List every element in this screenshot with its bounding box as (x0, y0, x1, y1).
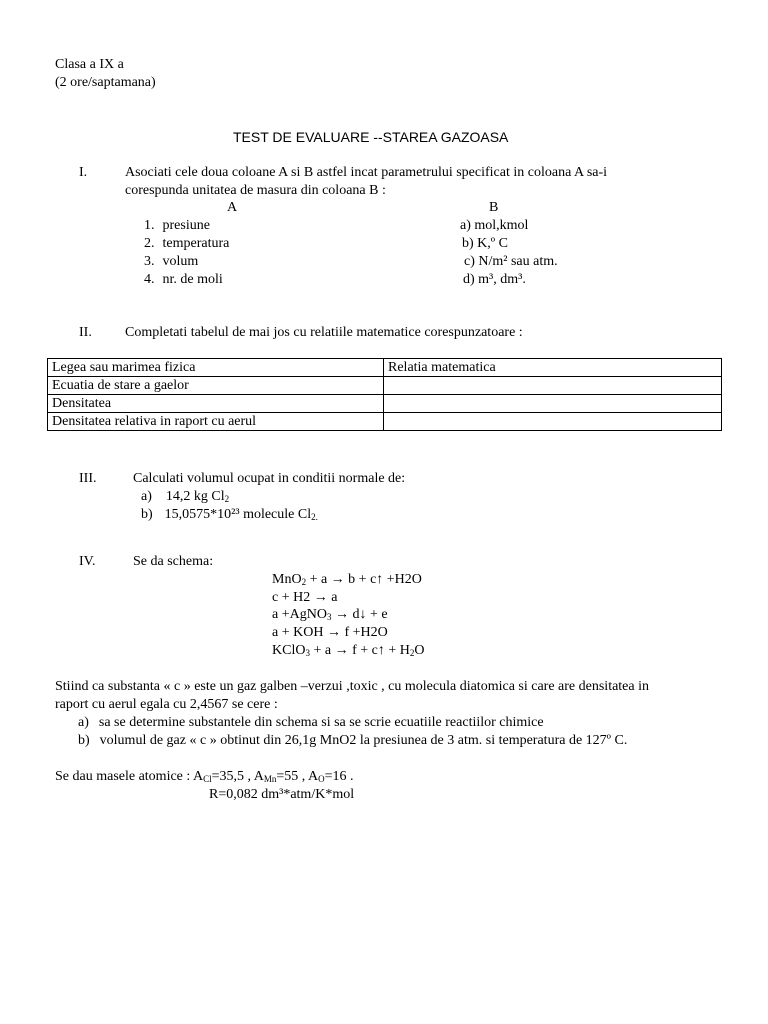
section-4-numeral: IV. (79, 554, 96, 569)
section-3-item-a: a) 14,2 kg $Cl_2$ (141, 489, 230, 504)
statement-line-1: Stiind ca substanta « c » este un gaz galben –verzui ,toxic , cu molecula diatomica si care are densitatea in (55, 679, 650, 694)
reaction-3: a +AgNO$_3$ → d↓ + e (272, 607, 388, 622)
section-1-numeral: I. (79, 165, 88, 180)
reaction-1: MnO$_2$ + a → b + c↑ +H2O (272, 572, 422, 587)
table-cell (384, 395, 722, 413)
section-1-instruction-line1: Asociati cele doua coloane A si B astfel incat parametrului specificat in coloana A sa-i (125, 165, 608, 180)
table-cell: Densitatea relativa in raport cu aerul (48, 413, 384, 431)
section-3-numeral: III. (79, 471, 97, 486)
section-2-numeral: II. (79, 325, 92, 340)
section-2-instruction: Completati tabelul de mai jos cu relatiile matematice corespunzatoare : (125, 325, 523, 340)
column-a-header: A (227, 200, 238, 215)
table-cell (384, 413, 722, 431)
table-cell: Ecuatia de stare a gaelor (48, 377, 384, 395)
table-cell: Densitatea (48, 395, 384, 413)
table-header-cell: Legea sau marimea fizica (48, 359, 384, 377)
section-3-instruction: Calculati volumul ocupat in conditii normale de: (133, 471, 406, 486)
section-1-instruction-line2: corespunda unitatea de masura din coloana B : (125, 183, 386, 198)
table-header-cell: Relatia matematica (384, 359, 722, 377)
table-row (48, 395, 722, 413)
column-b-item-c: c) N/m² sau atm. (464, 254, 558, 269)
statement-line-2: raport cu aerul egala cu 2,4567 se cere : (55, 697, 278, 712)
section-3-item-b: b) 15,0575*10²³ molecule $Cl_{2.}$ (141, 507, 318, 522)
atomic-masses-line: Se dau masele atomice : $A_{Cl}=35,5$ , $A_{Mn}=55$ , $A_O=16$ . (55, 769, 354, 784)
reaction-4: a + KOH → f +H2O (272, 625, 388, 640)
column-a-item-1: 1. presiune (144, 218, 210, 233)
statement-item-b: b) volumul de gaz « c » obtinut din 26,1g MnO2 la presiunea de 3 atm. si temperatura de 127º C. (78, 733, 628, 748)
section-4-instruction: Se da schema: (133, 554, 214, 569)
table-cell (384, 377, 722, 395)
column-a-item-2: 2. temperatura (144, 236, 230, 251)
relations-table (47, 358, 722, 431)
table-header-row (48, 359, 722, 377)
column-b-header: B (489, 200, 499, 215)
page-title: TEST DE EVALUARE --STAREA GAZOASA (233, 129, 509, 145)
table-row (48, 413, 722, 431)
table-row (48, 377, 722, 395)
gas-constant-line: R=0,082 dm³*atm/K*mol (209, 787, 355, 802)
statement-item-a: a) sa se determine substantele din schema si sa se scrie ecuatiile reactiilor chimice (78, 715, 544, 730)
column-b-item-a: a) mol,kmol (460, 218, 529, 233)
reaction-5: KClO$_3$ + a → f + c↑ + $H_2O$ (272, 643, 425, 658)
column-b-item-b: b) K,º C (462, 236, 508, 251)
column-a-item-3: 3. volum (144, 254, 199, 269)
column-a-item-4: 4. nr. de moli (144, 272, 223, 287)
hours-line: (2 ore/saptamana) (55, 75, 156, 90)
class-line: Clasa a IX a (55, 57, 124, 72)
reaction-2: c + H2 → a (272, 590, 338, 605)
column-b-item-d: d) m³, dm³. (463, 272, 526, 287)
